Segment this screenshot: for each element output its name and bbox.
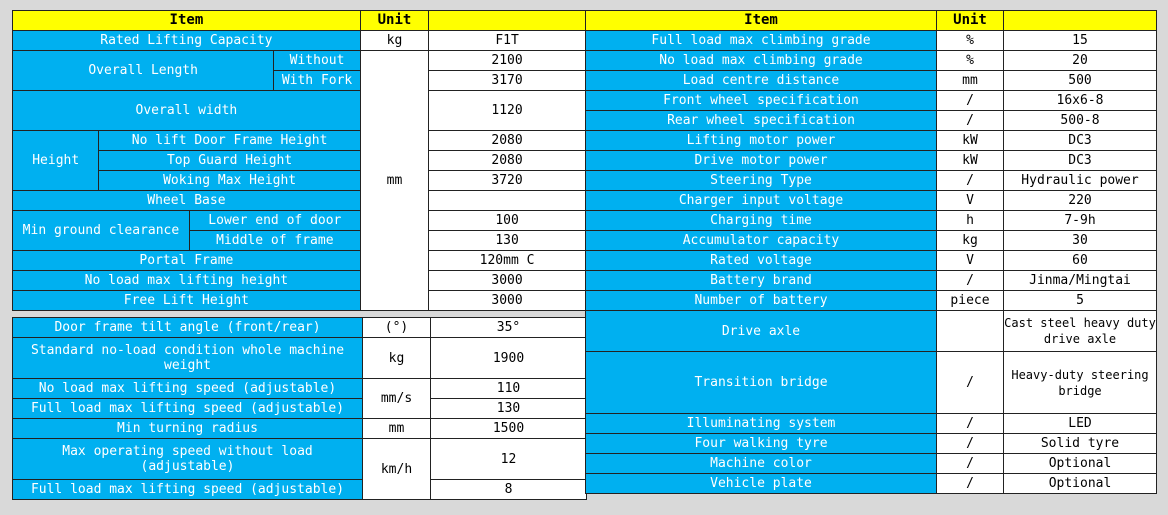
drive-axle-label: Drive axle xyxy=(586,311,937,352)
row-unit: kg xyxy=(937,231,1004,251)
row-value: 220 xyxy=(1004,191,1157,211)
row-label: Battery brand xyxy=(586,271,937,291)
table-row xyxy=(586,271,1157,291)
table-row xyxy=(586,434,1157,454)
table-row xyxy=(13,318,587,338)
row-label: Machine color xyxy=(586,454,937,474)
transition-bridge-unit: / xyxy=(937,352,1004,414)
row-value: 16x6-8 xyxy=(1004,91,1157,111)
weight-unit: kg xyxy=(363,338,431,379)
row-value: 5 xyxy=(1004,291,1157,311)
row-label: Vehicle plate xyxy=(586,474,937,494)
door-frame-tilt-unit: (°) xyxy=(363,318,431,338)
row-value: Solid tyre xyxy=(1004,434,1157,454)
row-label: Number of battery xyxy=(586,291,937,311)
transition-bridge-label: Transition bridge xyxy=(586,352,937,414)
table-row xyxy=(13,480,587,500)
row-unit: kg xyxy=(360,31,428,51)
row-label: Rear wheel specification xyxy=(586,111,937,131)
row-value: DC3 xyxy=(1004,151,1157,171)
portal-frame-value: 120mm C xyxy=(429,251,586,271)
table-row xyxy=(13,211,586,231)
row-label: Steering Type xyxy=(586,171,937,191)
lower-end-value: 100 xyxy=(429,211,586,231)
height-label: Height xyxy=(13,131,99,191)
full-load-lift-speed-label: Full load max lifting speed (adjustable) xyxy=(13,399,363,419)
full-load-lift-speed-value: 130 xyxy=(431,399,587,419)
table-row xyxy=(586,151,1157,171)
transition-bridge-value: Heavy-duty steering bridge xyxy=(1004,352,1157,414)
mm-unit: mm xyxy=(360,51,428,311)
right-spec-table xyxy=(585,10,1157,494)
table-row xyxy=(13,151,586,171)
wheel-base-label: Wheel Base xyxy=(13,191,361,211)
row-label: Accumulator capacity xyxy=(586,231,937,251)
row-unit: / xyxy=(937,111,1004,131)
row-value: Optional xyxy=(1004,454,1157,474)
table-row xyxy=(586,31,1157,51)
door-frame-tilt-label: Door frame tilt angle (front/rear) xyxy=(13,318,363,338)
without-value: 2100 xyxy=(429,51,586,71)
row-value: LED xyxy=(1004,414,1157,434)
speed-unit: mm/s xyxy=(363,379,431,419)
no-load-lift-height-value: 3000 xyxy=(429,271,586,291)
full-load-lift-speed-2-label: Full load max lifting speed (adjustable) xyxy=(13,480,363,500)
row-label: Charger input voltage xyxy=(586,191,937,211)
row-label: Four walking tyre xyxy=(586,434,937,454)
table-row xyxy=(13,31,586,51)
top-guard-value: 2080 xyxy=(429,151,586,171)
overall-width-value: 1120 xyxy=(429,91,586,131)
table-row xyxy=(13,171,586,191)
table-row xyxy=(586,352,1157,414)
header-unit: Unit xyxy=(937,11,1004,31)
no-load-lift-height-label: No load max lifting height xyxy=(13,271,361,291)
row-label: Front wheel specification xyxy=(586,91,937,111)
header-row xyxy=(13,11,586,31)
row-value: 60 xyxy=(1004,251,1157,271)
table-row xyxy=(13,51,586,71)
row-unit: / xyxy=(937,171,1004,191)
row-unit: / xyxy=(937,474,1004,494)
table-row xyxy=(586,474,1157,494)
header-value xyxy=(429,11,586,31)
free-lift-height-value: 3000 xyxy=(429,291,586,311)
row-value: 20 xyxy=(1004,51,1157,71)
header-value xyxy=(1004,11,1157,31)
door-frame-tilt-value: 35° xyxy=(431,318,587,338)
row-label: Drive motor power xyxy=(586,151,937,171)
table-row xyxy=(586,311,1157,352)
table-row xyxy=(586,211,1157,231)
table-row xyxy=(586,291,1157,311)
table-row xyxy=(13,271,586,291)
row-value: 15 xyxy=(1004,31,1157,51)
row-unit: % xyxy=(937,31,1004,51)
kmh-unit: km/h xyxy=(363,439,431,500)
row-label: Rated voltage xyxy=(586,251,937,271)
table-row xyxy=(13,91,586,111)
row-value: 7-9h xyxy=(1004,211,1157,231)
table-row xyxy=(13,439,587,480)
table-row xyxy=(586,131,1157,151)
row-unit: h xyxy=(937,211,1004,231)
weight-value: 1900 xyxy=(431,338,587,379)
no-lift-door-frame-value: 2080 xyxy=(429,131,586,151)
row-value: Optional xyxy=(1004,474,1157,494)
row-unit: V xyxy=(937,251,1004,271)
left-spec-table-lower xyxy=(12,317,587,500)
turning-radius-unit: mm xyxy=(363,419,431,439)
top-guard-label: Top Guard Height xyxy=(99,151,360,171)
header-item: Item xyxy=(586,11,937,31)
row-unit: / xyxy=(937,454,1004,474)
portal-frame-label: Portal Frame xyxy=(13,251,361,271)
row-value: Jinma/Mingtai xyxy=(1004,271,1157,291)
row-label: Lifting motor power xyxy=(586,131,937,151)
min-ground-clearance-label: Min ground clearance xyxy=(13,211,190,251)
table-row xyxy=(586,111,1157,131)
row-unit: / xyxy=(937,271,1004,291)
wheel-base-value xyxy=(429,191,586,211)
row-value: 500 xyxy=(1004,71,1157,91)
working-max-value: 3720 xyxy=(429,171,586,191)
table-row xyxy=(13,291,586,311)
table-row xyxy=(13,419,587,439)
table-row xyxy=(13,191,586,211)
full-load-lift-speed-2-value: 8 xyxy=(431,480,587,500)
row-label: Rated Lifting Capacity xyxy=(13,31,361,51)
with-fork-value: 3170 xyxy=(429,71,586,91)
header-unit: Unit xyxy=(360,11,428,31)
weight-label: Standard no-load condition whole machine weight xyxy=(13,338,363,379)
row-unit: / xyxy=(937,414,1004,434)
table-row xyxy=(586,251,1157,271)
without-label: Without xyxy=(274,51,360,71)
row-unit: % xyxy=(937,51,1004,71)
row-unit: mm xyxy=(937,71,1004,91)
row-value: 500-8 xyxy=(1004,111,1157,131)
header-item: Item xyxy=(13,11,361,31)
free-lift-height-label: Free Lift Height xyxy=(13,291,361,311)
header-row xyxy=(586,11,1157,31)
row-label: Load centre distance xyxy=(586,71,937,91)
with-fork-label: With Fork xyxy=(274,71,360,91)
table-row xyxy=(586,231,1157,251)
no-load-lift-speed-label: No load max lifting speed (adjustable) xyxy=(13,379,363,399)
turning-radius-value: 1500 xyxy=(431,419,587,439)
table-row xyxy=(13,338,587,379)
overall-width-label: Overall width xyxy=(13,91,361,131)
table-row xyxy=(586,454,1157,474)
row-label: No load max climbing grade xyxy=(586,51,937,71)
table-row xyxy=(586,91,1157,111)
row-label: Illuminating system xyxy=(586,414,937,434)
row-value: Hydraulic power xyxy=(1004,171,1157,191)
no-load-lift-speed-value: 110 xyxy=(431,379,587,399)
table-row xyxy=(586,191,1157,211)
overall-length-label: Overall Length xyxy=(13,51,274,91)
row-value: 30 xyxy=(1004,231,1157,251)
turning-radius-label: Min turning radius xyxy=(13,419,363,439)
row-unit: piece xyxy=(937,291,1004,311)
max-operating-speed-value: 12 xyxy=(431,439,587,480)
table-row xyxy=(586,71,1157,91)
table-row xyxy=(13,399,587,419)
row-value: F1T xyxy=(429,31,586,51)
row-label: Full load max climbing grade xyxy=(586,31,937,51)
row-unit: kW xyxy=(937,151,1004,171)
row-unit: V xyxy=(937,191,1004,211)
max-operating-speed-label: Max operating speed without load (adjustable) xyxy=(13,439,363,480)
table-row xyxy=(13,379,587,399)
table-row xyxy=(586,51,1157,71)
middle-frame-label: Middle of frame xyxy=(189,231,360,251)
no-lift-door-frame-label: No lift Door Frame Height xyxy=(99,131,360,151)
table-row xyxy=(586,414,1157,434)
row-value: DC3 xyxy=(1004,131,1157,151)
row-unit: / xyxy=(937,91,1004,111)
row-label: Charging time xyxy=(586,211,937,231)
row-unit: / xyxy=(937,434,1004,454)
row-unit: kW xyxy=(937,131,1004,151)
drive-axle-value: Cast steel heavy duty drive axle xyxy=(1004,311,1157,352)
middle-frame-value: 130 xyxy=(429,231,586,251)
working-max-label: Woking Max Height xyxy=(99,171,360,191)
lower-end-label: Lower end of door xyxy=(189,211,360,231)
drive-axle-unit xyxy=(937,311,1004,352)
left-spec-table xyxy=(12,10,586,311)
table-row xyxy=(13,251,586,271)
table-row xyxy=(13,131,586,151)
table-row xyxy=(586,171,1157,191)
